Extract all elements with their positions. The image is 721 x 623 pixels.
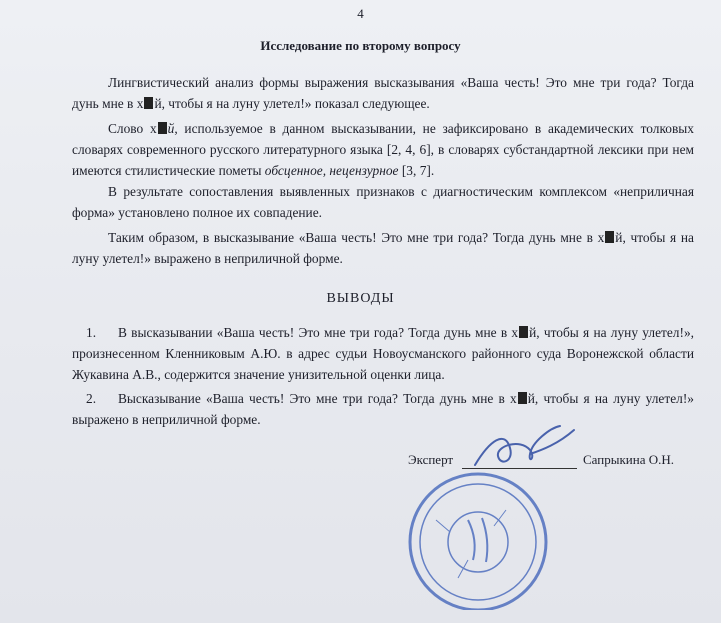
paragraph-1-text-a: Лингвистический анализ формы выражения высказывания «Ваша честь! Это мне три года? Тогда дунь мне в х bbox=[72, 75, 694, 111]
expert-label: Эксперт bbox=[408, 452, 454, 467]
censor-mark bbox=[518, 392, 527, 404]
paragraph-2-text-a: Слово х bbox=[108, 121, 157, 136]
paragraph-2-text-e: [3, 7]. bbox=[398, 163, 435, 178]
expert-name: Сапрыкина О.Н. bbox=[583, 452, 674, 467]
conclusion-2-text-a: Высказывание «Ваша честь! Это мне три года? Тогда дунь мне в х bbox=[118, 391, 517, 406]
censor-mark bbox=[144, 97, 153, 109]
censor-mark bbox=[605, 231, 614, 243]
conclusion-2 bbox=[72, 388, 694, 430]
paragraph-1 bbox=[72, 72, 694, 114]
page-number: 4 bbox=[357, 6, 364, 21]
conclusion-2-text-b: й, чтобы я на луну улетел!» выражено в неприличной форме. bbox=[72, 391, 694, 427]
seal-stamp-icon bbox=[398, 460, 568, 610]
paragraph-4 bbox=[72, 227, 694, 269]
conclusion-1 bbox=[72, 322, 694, 385]
paragraph-1-text-b: й, чтобы я на луну улетел!» показал следующее. bbox=[154, 96, 430, 111]
conclusion-1-text-b: й, чтобы я на луну улетел!», произнесенном Кленниковым А.Ю. в адрес судьи Новоусманского районного суда Воронежской области Жукавина А.В., содержится значение унизительной оценки лица. bbox=[72, 325, 694, 382]
stylistic-marks: обсценное, нецензурное bbox=[264, 163, 399, 178]
paragraph-4-text-b: й, чтобы я на луну улетел!» выражено в неприличной форме. bbox=[72, 230, 694, 266]
conclusion-2-number bbox=[72, 388, 118, 409]
section-heading: Исследование по второму вопросу bbox=[260, 38, 461, 53]
paragraph-2 bbox=[72, 118, 694, 181]
paragraph-3: В результате сопоставления выявленных признаков с диагностическим комплексом «неприличная форма» установлено полное их совпадение. bbox=[72, 184, 694, 220]
paragraph-2-text-b: й bbox=[167, 121, 175, 136]
paragraph-2-text-c: , используемое в данном высказывании, не зафиксировано в академических толковых словарях современного русского литературного языка [2, 4, 6], в словарях субстандартной лексики при нем имеются стилистические пометы bbox=[72, 121, 695, 178]
conclusion-2-number-text: 2. bbox=[86, 391, 97, 406]
censor-mark bbox=[519, 326, 528, 338]
signature-icon bbox=[470, 420, 580, 480]
signature-line bbox=[462, 468, 577, 469]
conclusion-1-text-a: В высказывании «Ваша честь! Это мне три года? Тогда дунь мне в х bbox=[118, 325, 519, 340]
conclusion-1-number-text: 1. bbox=[86, 325, 97, 340]
conclusions-heading: ВЫВОДЫ bbox=[326, 291, 395, 306]
conclusion-1-number bbox=[72, 322, 118, 343]
censor-mark bbox=[158, 122, 167, 134]
paragraph-4-text-a: Таким образом, в высказывание «Ваша честь! Это мне три года? Тогда дунь мне в х bbox=[108, 230, 605, 245]
